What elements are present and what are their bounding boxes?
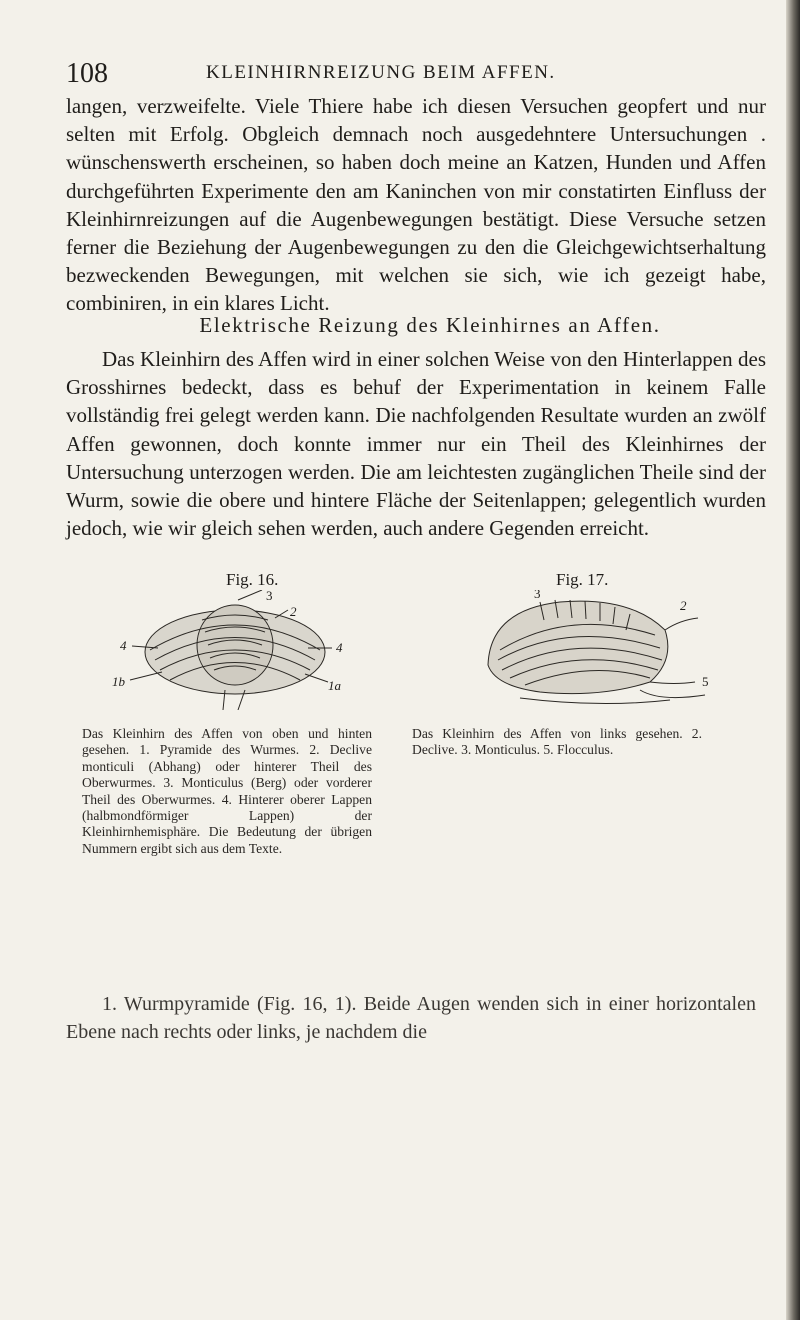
- fig-16-marker: 4: [120, 638, 127, 653]
- fig-16-marker: 2: [290, 604, 297, 619]
- paragraph-text: langen, verzweifelte. Viele Thiere habe ich diesen Versuchen geopfert und nur selten mit Erfolg. Obgleich demnach noch ausgedehntere Untersuchungen . wünschenswerth erscheinen, so haben doch meine an Katzen, Hunden und Affen durchgeführten Experimente den am Kaninchen von mir constatirten Einfluss der Kleinhirnreizungen auf die Augenbewegungen bestätigt. Diese Versuche setzen ferner die Beziehung der Augenbewegungen zu den die Gleichgewichtserhaltung bezweckenden Bewegungen, mit welchen sie sich, wie ich gezeigt habe, combiniren, in ein klares Licht.: [66, 94, 766, 316]
- fig-16-marker: 3: [266, 590, 273, 603]
- body-paragraph-3: [66, 990, 756, 1046]
- fig-16-label: Fig. 16.: [226, 570, 279, 589]
- fig-16-marker: 1b: [112, 674, 125, 689]
- fig-16-illustration: [110, 590, 360, 710]
- paragraph-text: 1. Wurmpyramide (Fig. 16, 1). Beide Augen wenden sich in einer horizontalen Ebene nach rechts oder links, je nachdem die: [66, 993, 756, 1043]
- fig-17-marker: 2: [680, 598, 687, 613]
- fig-17-caption: Das Kleinhirn des Affen von links gesehen. 2. Declive. 3. Monticulus. 5. Flocculus.: [412, 726, 702, 758]
- paragraph-text: Das Kleinhirn des Affen wird in einer solchen Weise von den Hinterlappen des Grosshirnes bedeckt, dass es behuf der Experimentation in keinem Falle vollständig frei gelegt werden kann. Die nachfolgenden Resultate wurden an zwölf Affen gewonnen, doch konnte immer nur ein Theil des Kleinhirnes der Untersuchung unterzogen werden. Die am leichtesten zugänglichen Theile sind der Wurm, sowie die obere und hintere Fläche der Seitenlappen; gelegentlich wurden jedoch, wie wir gleich sehen werden, auch andere Gegenden erreicht.: [66, 347, 766, 541]
- body-paragraph-1: [66, 92, 766, 318]
- fig-16-caption: Das Kleinhirn des Affen von oben und hinten gesehen. 1. Pyramide des Wurmes. 2. Declive monticuli (Abhang) oder hinterer Theil des Oberwurmes. 3. Monticulus (Berg) oder vorderer Theil des Oberwurmes. 4. Hinterer oberer Lappen (halbmondförmiger Lappen) der Kleinhirnhemisphäre. Die Bedeutung der übrigen Nummern ergibt sich aus dem Texte.: [82, 726, 372, 856]
- body-paragraph-2: [66, 345, 766, 542]
- fig-17-label: Fig. 17.: [556, 570, 609, 589]
- fig-17-illustration: [480, 590, 720, 710]
- fig-17-marker: 3: [534, 590, 541, 601]
- page-number: 108: [66, 58, 108, 89]
- fig-16-marker: 1a: [328, 678, 341, 693]
- fig-17-marker: 5: [702, 674, 709, 689]
- cerebellum-drawing: [130, 590, 332, 710]
- page-header: [66, 58, 746, 88]
- running-head: KLEINHIRNREIZUNG BEIM AFFEN.: [206, 62, 556, 83]
- section-heading: Elektrische Reizung des Kleinhirnes an Affen.: [199, 313, 661, 337]
- fig-16-marker: 4: [336, 640, 343, 655]
- cerebellum-drawing: [488, 600, 705, 704]
- book-page-edge: [786, 0, 800, 1320]
